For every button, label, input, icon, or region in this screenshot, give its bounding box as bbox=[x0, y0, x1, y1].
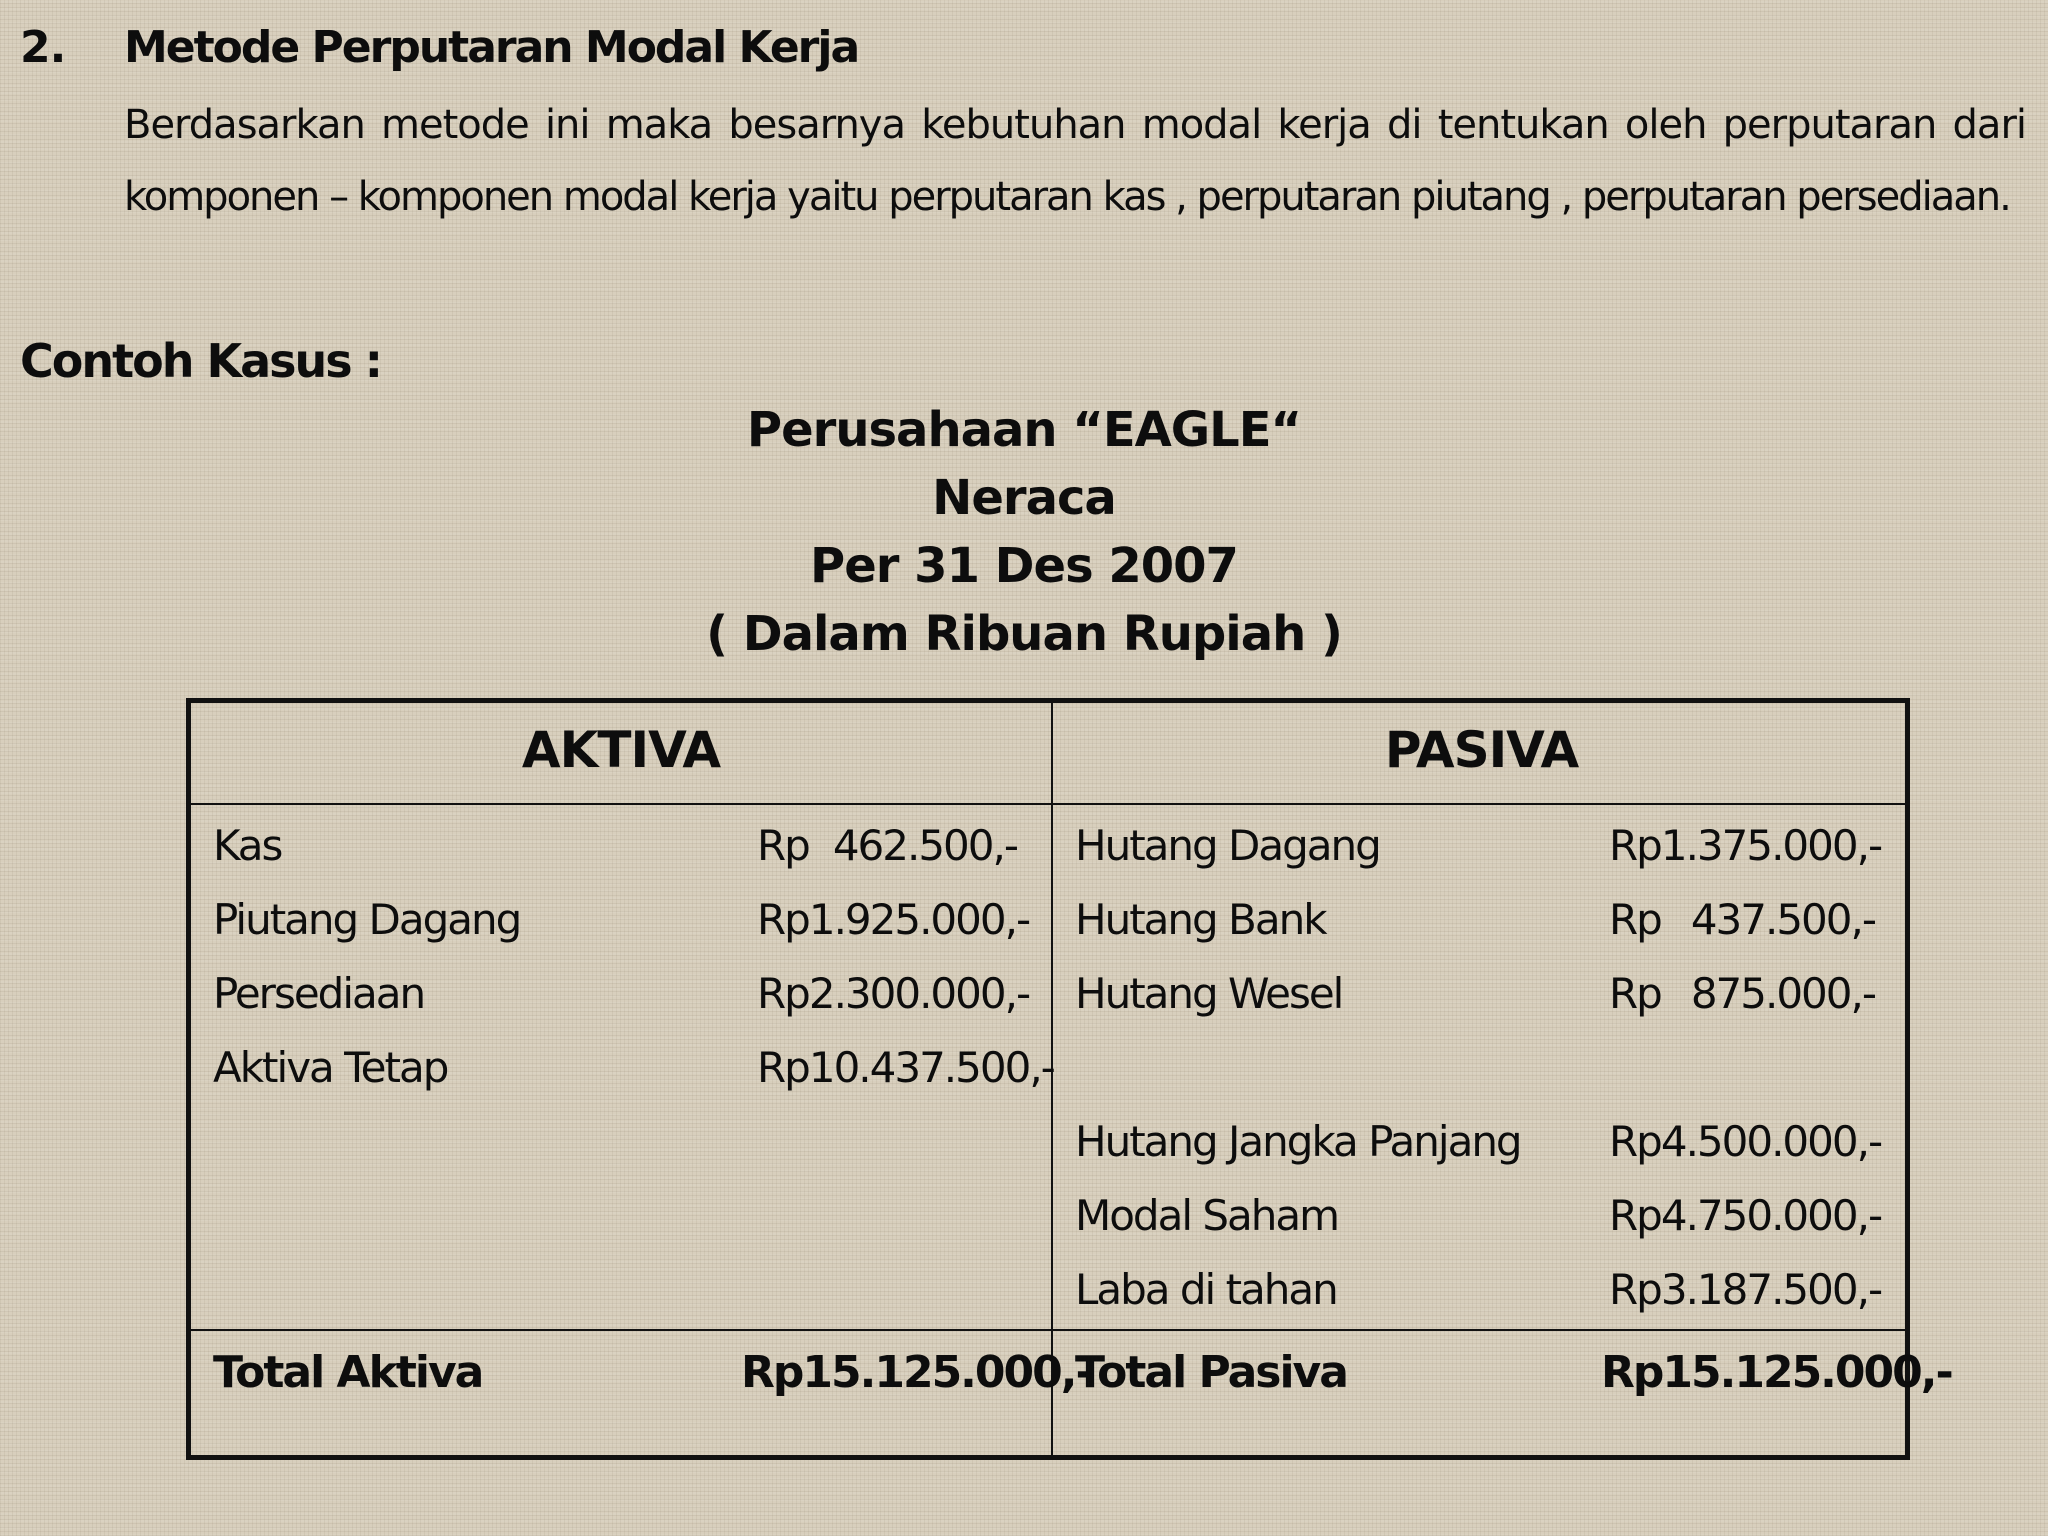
currency-label: Rp bbox=[757, 821, 809, 870]
balance-sheet-table bbox=[186, 698, 1952, 1460]
pasiva-row-label: Hutang Bank bbox=[1075, 895, 1326, 944]
aktiva-row-label: Kas bbox=[213, 821, 282, 870]
aktiva-row-label: Piutang Dagang bbox=[213, 895, 521, 944]
currency-label: Rp bbox=[757, 969, 809, 1018]
pasiva-row-label: Hutang Jangka Panjang bbox=[1075, 1117, 1521, 1166]
pasiva-row-value bbox=[1609, 821, 1882, 870]
paragraph-line-2: komponen – komponen modal kerja yaitu perputaran kas , perputaran piutang , perputaran persediaan. bbox=[124, 174, 2010, 220]
paragraph-line-1: Berdasarkan metode ini maka besarnya kebutuhan modal kerja di tentukan oleh perputaran dari bbox=[124, 102, 2026, 148]
total-pasiva-label: Total Pasiva bbox=[1075, 1347, 1347, 1398]
amount: 3.187.500,- bbox=[1660, 1265, 1882, 1314]
aktiva-row-label: Aktiva Tetap bbox=[213, 1043, 448, 1092]
pasiva-row-label: Hutang Wesel bbox=[1075, 969, 1343, 1018]
pasiva-row-value bbox=[1609, 1191, 1882, 1240]
case-label: Contoh Kasus : bbox=[20, 334, 382, 388]
amount: 15.125.000,- bbox=[802, 1347, 1092, 1398]
currency-label: Rp bbox=[1609, 1191, 1661, 1240]
section-number: 2. bbox=[20, 22, 66, 73]
pasiva-row-value bbox=[1609, 969, 1875, 1018]
amount: 1.375.000,- bbox=[1660, 821, 1882, 870]
amount: 10.437.500,- bbox=[808, 1043, 1054, 1092]
pasiva-row-value bbox=[1609, 1117, 1882, 1166]
amount: 1.925.000,- bbox=[808, 895, 1030, 944]
total-aktiva-label: Total Aktiva bbox=[213, 1347, 483, 1398]
amount: 4.500.000,- bbox=[1660, 1117, 1882, 1166]
pasiva-row-value bbox=[1609, 1265, 1882, 1314]
amount: 2.300.000,- bbox=[808, 969, 1030, 1018]
currency-label: Rp bbox=[1609, 821, 1661, 870]
amount: 4.750.000,- bbox=[1660, 1191, 1882, 1240]
aktiva-row-value bbox=[757, 895, 1030, 944]
currency-label: Rp bbox=[1601, 1347, 1663, 1398]
currency-label: Rp bbox=[741, 1347, 803, 1398]
pasiva-row-label: Hutang Dagang bbox=[1075, 821, 1380, 870]
amount: 462.500,- bbox=[832, 821, 1017, 870]
pasiva-row-value bbox=[1609, 895, 1875, 944]
currency-label: Rp bbox=[1609, 1265, 1661, 1314]
aktiva-header: AKTIVA bbox=[521, 721, 721, 779]
pasiva-row-label: Modal Saham bbox=[1075, 1191, 1339, 1240]
total-aktiva-value bbox=[741, 1347, 1092, 1398]
amount: 15.125.000,- bbox=[1662, 1347, 1952, 1398]
statement-unit: ( Dalam Ribuan Rupiah ) bbox=[706, 606, 1342, 662]
total-pasiva-value bbox=[1601, 1347, 1952, 1398]
currency-label: Rp bbox=[757, 1043, 809, 1092]
pasiva-row-label: Laba di tahan bbox=[1075, 1265, 1337, 1314]
section-title: Metode Perputaran Modal Kerja bbox=[124, 22, 859, 73]
header-divider bbox=[191, 803, 1905, 805]
aktiva-row-label: Persediaan bbox=[213, 969, 425, 1018]
amount: 875.000,- bbox=[1690, 969, 1875, 1018]
currency-label: Rp bbox=[1609, 895, 1661, 944]
aktiva-row-value bbox=[757, 1043, 1054, 1092]
statement-date: Per 31 Des 2007 bbox=[810, 538, 1238, 594]
aktiva-row-value bbox=[757, 821, 1017, 870]
aktiva-row-value bbox=[757, 969, 1030, 1018]
currency-label: Rp bbox=[757, 895, 809, 944]
currency-label: Rp bbox=[1609, 969, 1661, 1018]
total-divider bbox=[191, 1329, 1905, 1331]
company-name: Perusahaan “EAGLE“ bbox=[746, 402, 1302, 458]
pasiva-header: PASIVA bbox=[1384, 721, 1579, 779]
amount: 437.500,- bbox=[1690, 895, 1875, 944]
currency-label: Rp bbox=[1609, 1117, 1661, 1166]
statement-name: Neraca bbox=[932, 470, 1116, 526]
